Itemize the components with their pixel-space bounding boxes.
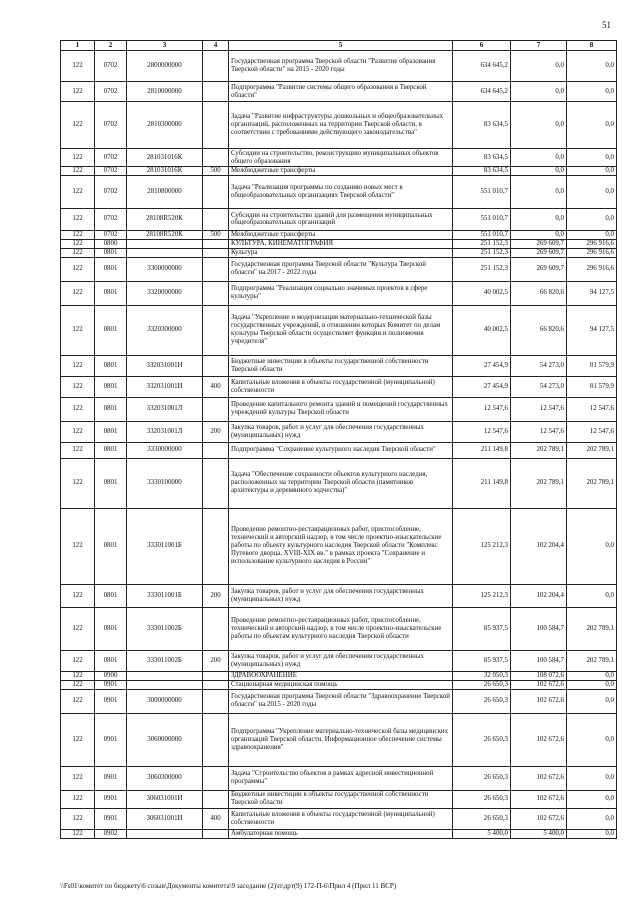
- expense-type-cell: [203, 508, 229, 584]
- section-code-cell: 0801: [95, 355, 127, 376]
- target-article-cell: 333011002Б: [127, 650, 203, 671]
- description-cell: Субсидии на строительство, реконструкцию муниципальных объектов общего образования: [229, 149, 453, 167]
- admin-code-cell: 122: [61, 397, 95, 421]
- admin-code-cell: 122: [61, 508, 95, 584]
- expense-type-cell: [203, 355, 229, 376]
- amount-1-cell: 634 645,2: [453, 82, 511, 102]
- description-cell: Капитальные вложения в объекты государственной (муниципальной) собственности: [229, 376, 453, 397]
- amount-3-cell: 81 579,9: [567, 355, 617, 376]
- target-article-cell: 281031016К: [127, 149, 203, 167]
- amount-3-cell: 0,0: [567, 689, 617, 713]
- amount-2-cell: 12 547,6: [511, 421, 567, 442]
- amount-2-cell: 12 547,6: [511, 397, 567, 421]
- expense-type-cell: [203, 82, 229, 102]
- description-cell: Закупка товаров, работ и услуг для обеспечения государственных (муниципальных) нужд: [229, 584, 453, 607]
- amount-1-cell: 5 400,0: [453, 829, 511, 838]
- section-code-cell: 0702: [95, 175, 127, 208]
- target-article-cell: 333011001Б: [127, 508, 203, 584]
- expense-type-cell: [203, 239, 229, 248]
- table-row: [61, 671, 617, 680]
- target-article-cell: 281031016К: [127, 167, 203, 176]
- target-article-cell: 3000000000: [127, 689, 203, 713]
- amount-1-cell: 211 149,8: [453, 458, 511, 508]
- amount-1-cell: 40 002,5: [453, 305, 511, 355]
- amount-2-cell: 66 820,6: [511, 305, 567, 355]
- amount-2-cell: 102 672,6: [511, 790, 567, 808]
- description-cell: Культура: [229, 248, 453, 257]
- admin-code-cell: 122: [61, 680, 95, 689]
- amount-2-cell: 0,0: [511, 175, 567, 208]
- section-code-cell: 0801: [95, 257, 127, 281]
- amount-3-cell: 296 916,6: [567, 257, 617, 281]
- amount-1-cell: 27 454,9: [453, 355, 511, 376]
- expense-type-cell: [203, 713, 229, 766]
- target-article-cell: 3320300000: [127, 305, 203, 355]
- header-cell: 6: [453, 41, 511, 51]
- amount-3-cell: 94 127,5: [567, 281, 617, 305]
- target-article-cell: 28108R520К: [127, 208, 203, 230]
- admin-code-cell: 122: [61, 829, 95, 838]
- amount-3-cell: 0,0: [567, 167, 617, 176]
- expense-type-cell: [203, 149, 229, 167]
- table-row: [61, 650, 617, 671]
- table-row: [61, 257, 617, 281]
- header-cell: 2: [95, 41, 127, 51]
- target-article-cell: 2810000000: [127, 82, 203, 102]
- section-code-cell: 0801: [95, 508, 127, 584]
- amount-1-cell: 85 937,5: [453, 650, 511, 671]
- description-cell: Задача "Строительство объектов в рамках адресной инвестиционной программы": [229, 766, 453, 790]
- table-row: [61, 376, 617, 397]
- admin-code-cell: 122: [61, 208, 95, 230]
- amount-1-cell: 251 152,3: [453, 239, 511, 248]
- description-cell: Субсидии на строительство зданий для размещения муниципальных общеобразовательных организаций: [229, 208, 453, 230]
- description-cell: Капитальные вложения в объекты государственной (муниципальной) собственности: [229, 808, 453, 829]
- admin-code-cell: 122: [61, 167, 95, 176]
- amount-3-cell: 296 916,6: [567, 248, 617, 257]
- amount-3-cell: 0,0: [567, 584, 617, 607]
- amount-3-cell: 81 579,9: [567, 376, 617, 397]
- admin-code-cell: 122: [61, 248, 95, 257]
- amount-3-cell: 0,0: [567, 508, 617, 584]
- description-cell: КУЛЬТУРА, КИНЕМАТОГРАФИЯ: [229, 239, 453, 248]
- amount-3-cell: 12 547,6: [567, 397, 617, 421]
- amount-1-cell: 551 010,7: [453, 175, 511, 208]
- description-cell: Закупка товаров, работ и услуг для обеспечения государственных (муниципальных) нужд: [229, 421, 453, 442]
- amount-1-cell: 26 650,3: [453, 766, 511, 790]
- budget-table: [60, 40, 617, 839]
- section-code-cell: 0801: [95, 584, 127, 607]
- expense-type-cell: 200: [203, 421, 229, 442]
- admin-code-cell: 122: [61, 650, 95, 671]
- expense-type-cell: [203, 305, 229, 355]
- target-article-cell: 306031001И: [127, 808, 203, 829]
- table-row: [61, 397, 617, 421]
- expense-type-cell: 200: [203, 584, 229, 607]
- description-cell: Проведение ремонтно-реставрационных работ, приспособление, технический и авторский надзор, в том числе проектно-изыскательские работы по объектам культурного наследия Тверской области: [229, 607, 453, 650]
- amount-2-cell: 202 789,1: [511, 458, 567, 508]
- section-code-cell: 0702: [95, 149, 127, 167]
- amount-1-cell: 551 010,7: [453, 208, 511, 230]
- description-cell: ЗДРАВООХРАНЕНИЕ: [229, 671, 453, 680]
- table-row: [61, 458, 617, 508]
- expense-type-cell: [203, 766, 229, 790]
- section-code-cell: 0702: [95, 208, 127, 230]
- header-cell: 3: [127, 41, 203, 51]
- amount-3-cell: 12 547,6: [567, 421, 617, 442]
- amount-3-cell: 0,0: [567, 175, 617, 208]
- table-row: [61, 790, 617, 808]
- table-row: [61, 175, 617, 208]
- admin-code-cell: 122: [61, 421, 95, 442]
- description-cell: Подпрограмма "Укрепление материально-технической базы медицинских организаций Тверской области. Информационное обеспечение системы здравоохранения": [229, 713, 453, 766]
- admin-code-cell: 122: [61, 584, 95, 607]
- section-code-cell: 0702: [95, 82, 127, 102]
- amount-3-cell: 202 789,1: [567, 442, 617, 458]
- admin-code-cell: 122: [61, 281, 95, 305]
- expense-type-cell: [203, 175, 229, 208]
- admin-code-cell: 122: [61, 607, 95, 650]
- expense-type-cell: [203, 607, 229, 650]
- target-article-cell: 332031001Л: [127, 421, 203, 442]
- amount-2-cell: 269 609,7: [511, 257, 567, 281]
- table-row: [61, 208, 617, 230]
- admin-code-cell: 122: [61, 175, 95, 208]
- amount-2-cell: 54 273,0: [511, 376, 567, 397]
- section-code-cell: 0901: [95, 680, 127, 689]
- amount-2-cell: 102 672,6: [511, 680, 567, 689]
- amount-1-cell: 634 645,2: [453, 51, 511, 82]
- amount-2-cell: 102 204,4: [511, 584, 567, 607]
- description-cell: Бюджетные инвестиции в объекты государственной собственности Тверской области: [229, 790, 453, 808]
- expense-type-cell: 500: [203, 167, 229, 176]
- admin-code-cell: 122: [61, 458, 95, 508]
- amount-1-cell: 32 050,3: [453, 671, 511, 680]
- target-article-cell: [127, 239, 203, 248]
- table-row: [61, 355, 617, 376]
- expense-type-cell: [203, 51, 229, 82]
- admin-code-cell: 122: [61, 376, 95, 397]
- amount-2-cell: 0,0: [511, 51, 567, 82]
- section-code-cell: 0901: [95, 689, 127, 713]
- amount-1-cell: 12 547,6: [453, 397, 511, 421]
- expense-type-cell: [203, 208, 229, 230]
- admin-code-cell: 122: [61, 766, 95, 790]
- expense-type-cell: [203, 281, 229, 305]
- admin-code-cell: 122: [61, 51, 95, 82]
- admin-code-cell: 122: [61, 355, 95, 376]
- header-cell: 4: [203, 41, 229, 51]
- expense-type-cell: [203, 458, 229, 508]
- section-code-cell: 0901: [95, 808, 127, 829]
- amount-3-cell: 202 789,1: [567, 650, 617, 671]
- description-cell: Бюджетные инвестиции в объекты государственной собственности Тверской области: [229, 355, 453, 376]
- table-row: [61, 82, 617, 102]
- admin-code-cell: 122: [61, 790, 95, 808]
- target-article-cell: 3330100000: [127, 458, 203, 508]
- table-row: [61, 149, 617, 167]
- header-cell: 7: [511, 41, 567, 51]
- target-article-cell: 2800000000: [127, 51, 203, 82]
- table-row: [61, 248, 617, 257]
- section-code-cell: 0702: [95, 102, 127, 149]
- amount-1-cell: 40 002,5: [453, 281, 511, 305]
- amount-3-cell: 0,0: [567, 790, 617, 808]
- expense-type-cell: 400: [203, 376, 229, 397]
- section-code-cell: 0702: [95, 51, 127, 82]
- admin-code-cell: 122: [61, 713, 95, 766]
- description-cell: Государственная программа Тверской области "Здравоохранение Тверской области" на 2015 - 2020 годы: [229, 689, 453, 713]
- header-row: [61, 41, 617, 51]
- amount-3-cell: 94 127,5: [567, 305, 617, 355]
- amount-1-cell: 85 937,5: [453, 607, 511, 650]
- description-cell: Амбулаторная помощь: [229, 829, 453, 838]
- target-article-cell: 28108R520К: [127, 230, 203, 239]
- amount-2-cell: 269 609,7: [511, 248, 567, 257]
- amount-3-cell: 0,0: [567, 51, 617, 82]
- amount-1-cell: 83 634,5: [453, 149, 511, 167]
- admin-code-cell: 122: [61, 442, 95, 458]
- admin-code-cell: 122: [61, 230, 95, 239]
- table-row: [61, 281, 617, 305]
- amount-3-cell: 202 789,1: [567, 607, 617, 650]
- admin-code-cell: 122: [61, 689, 95, 713]
- target-article-cell: [127, 248, 203, 257]
- target-article-cell: 306031001И: [127, 790, 203, 808]
- section-code-cell: 0702: [95, 167, 127, 176]
- description-cell: Проведение капитального ремонта зданий и помещений государственных учреждений культуры Тверской области: [229, 397, 453, 421]
- amount-2-cell: 0,0: [511, 82, 567, 102]
- expense-type-cell: [203, 102, 229, 149]
- amount-2-cell: 202 789,1: [511, 442, 567, 458]
- amount-2-cell: 0,0: [511, 149, 567, 167]
- section-code-cell: 0801: [95, 305, 127, 355]
- amount-2-cell: 0,0: [511, 208, 567, 230]
- target-article-cell: 332031001И: [127, 376, 203, 397]
- description-cell: Задача "Реализация программы по созданию новых мест в общеобразовательных организациях Тверской области": [229, 175, 453, 208]
- admin-code-cell: 122: [61, 257, 95, 281]
- amount-2-cell: 5 400,0: [511, 829, 567, 838]
- target-article-cell: 3330000000: [127, 442, 203, 458]
- amount-2-cell: 100 584,7: [511, 650, 567, 671]
- section-code-cell: 0801: [95, 442, 127, 458]
- amount-2-cell: 102 672,6: [511, 808, 567, 829]
- amount-2-cell: 108 072,6: [511, 671, 567, 680]
- header-cell: 1: [61, 41, 95, 51]
- table-row: [61, 689, 617, 713]
- section-code-cell: 0900: [95, 671, 127, 680]
- target-article-cell: 3300000000: [127, 257, 203, 281]
- description-cell: Стационарная медицинская помощь: [229, 680, 453, 689]
- description-cell: Задача "Развитие инфраструктуры дошкольных и общеобразовательных организаций, расположенных на территории Тверской области, в соответствии с требованиями действующего законодательства": [229, 102, 453, 149]
- target-article-cell: [127, 829, 203, 838]
- expense-type-cell: [203, 680, 229, 689]
- header-cell: 8: [567, 41, 617, 51]
- section-code-cell: 0901: [95, 713, 127, 766]
- table-row: [61, 230, 617, 239]
- amount-3-cell: 0,0: [567, 208, 617, 230]
- section-code-cell: 0801: [95, 650, 127, 671]
- description-cell: Задача "Обеспечение сохранности объектов культурного наследия, расположенных на территории Тверской области (памятников архитектуры и деревянного зодчества)": [229, 458, 453, 508]
- section-code-cell: 0902: [95, 829, 127, 838]
- table-row: [61, 829, 617, 838]
- section-code-cell: 0702: [95, 230, 127, 239]
- amount-2-cell: 66 820,6: [511, 281, 567, 305]
- target-article-cell: 332031001И: [127, 355, 203, 376]
- amount-2-cell: 0,0: [511, 102, 567, 149]
- expense-type-cell: [203, 829, 229, 838]
- amount-2-cell: 102 204,4: [511, 508, 567, 584]
- description-cell: Подпрограмма "Развитие системы общего образования в Тверской области": [229, 82, 453, 102]
- target-article-cell: 333011001Б: [127, 584, 203, 607]
- amount-2-cell: 102 672,6: [511, 689, 567, 713]
- amount-3-cell: 0,0: [567, 766, 617, 790]
- description-cell: Подпрограмма "Сохранение культурного наследия Тверской области": [229, 442, 453, 458]
- section-code-cell: 0901: [95, 790, 127, 808]
- amount-1-cell: 251 152,3: [453, 257, 511, 281]
- amount-2-cell: 0,0: [511, 230, 567, 239]
- description-cell: Проведение ремонтно-реставрационных работ, приспособление, технический и авторский надзор, в том числе проектно-изыскательские работы по объекту культурного наследия Тверской области "Комплекс Путевого дворца, XVIII-XIX вв." в рамках проекта "Сохранение и использование культурного наследия в России": [229, 508, 453, 584]
- amount-2-cell: 0,0: [511, 167, 567, 176]
- table-row: [61, 51, 617, 82]
- expense-type-cell: 500: [203, 230, 229, 239]
- amount-3-cell: 0,0: [567, 82, 617, 102]
- section-code-cell: 0800: [95, 239, 127, 248]
- table-row: [61, 442, 617, 458]
- amount-1-cell: 26 650,3: [453, 689, 511, 713]
- table-row: [61, 584, 617, 607]
- table-row: [61, 305, 617, 355]
- table-row: [61, 808, 617, 829]
- table-row: [61, 607, 617, 650]
- section-code-cell: 0801: [95, 458, 127, 508]
- target-article-cell: 3060000000: [127, 713, 203, 766]
- target-article-cell: 3320000000: [127, 281, 203, 305]
- amount-1-cell: 551 010,7: [453, 230, 511, 239]
- target-article-cell: [127, 680, 203, 689]
- header-cell: 5: [229, 41, 453, 51]
- admin-code-cell: 122: [61, 671, 95, 680]
- amount-3-cell: 0,0: [567, 671, 617, 680]
- amount-3-cell: 202 789,1: [567, 458, 617, 508]
- target-article-cell: 333011002Б: [127, 607, 203, 650]
- table-row: [61, 239, 617, 248]
- admin-code-cell: 122: [61, 82, 95, 102]
- section-code-cell: 0801: [95, 421, 127, 442]
- section-code-cell: 0801: [95, 397, 127, 421]
- target-article-cell: 332031001Л: [127, 397, 203, 421]
- amount-1-cell: 26 650,3: [453, 790, 511, 808]
- table-row: [61, 102, 617, 149]
- section-code-cell: 0801: [95, 376, 127, 397]
- admin-code-cell: 122: [61, 305, 95, 355]
- amount-2-cell: 269 609,7: [511, 239, 567, 248]
- amount-2-cell: 54 273,0: [511, 355, 567, 376]
- page-number: 51: [602, 20, 611, 30]
- description-cell: Межбюджетные трансферты: [229, 167, 453, 176]
- footer-file-path: \\Fs01\комитет по бюджету\6 созыв\Документы комитета\9 заседание (2)\п\дрт(9) 172-П-6\Прил 4 (Прил 11 ВСР): [60, 882, 397, 890]
- description-cell: Государственная программа Тверской области "Культура Тверской области" на 2017 - 2022 годы: [229, 257, 453, 281]
- description-cell: Государственная программа Тверской области "Развитие образования Тверской области" на 2015 - 2020 годы: [229, 51, 453, 82]
- table-row: [61, 508, 617, 584]
- amount-3-cell: 0,0: [567, 149, 617, 167]
- amount-1-cell: 26 650,3: [453, 713, 511, 766]
- amount-1-cell: 27 454,9: [453, 376, 511, 397]
- amount-1-cell: 251 152,3: [453, 248, 511, 257]
- section-code-cell: 0801: [95, 281, 127, 305]
- description-cell: Задача "Укрепление и модернизация материально-технической базы государственных учреждений, в отношении которых Комитет по делам культуры Тверской области осуществляет функции и полномочия учредителя": [229, 305, 453, 355]
- table-row: [61, 167, 617, 176]
- admin-code-cell: 122: [61, 808, 95, 829]
- amount-1-cell: 211 149,8: [453, 442, 511, 458]
- expense-type-cell: 400: [203, 808, 229, 829]
- description-cell: Закупка товаров, работ и услуг для обеспечения государственных (муниципальных) нужд: [229, 650, 453, 671]
- amount-3-cell: 0,0: [567, 808, 617, 829]
- admin-code-cell: 122: [61, 239, 95, 248]
- amount-3-cell: 0,0: [567, 230, 617, 239]
- amount-3-cell: 0,0: [567, 713, 617, 766]
- expense-type-cell: [203, 442, 229, 458]
- expense-type-cell: [203, 248, 229, 257]
- target-article-cell: 2810800000: [127, 175, 203, 208]
- amount-1-cell: 26 650,3: [453, 680, 511, 689]
- admin-code-cell: 122: [61, 149, 95, 167]
- amount-1-cell: 83 634,5: [453, 167, 511, 176]
- table-row: [61, 766, 617, 790]
- amount-2-cell: 102 672,6: [511, 766, 567, 790]
- table-row: [61, 713, 617, 766]
- expense-type-cell: 200: [203, 650, 229, 671]
- amount-1-cell: 125 212,3: [453, 584, 511, 607]
- section-code-cell: 0801: [95, 607, 127, 650]
- description-cell: Подпрограмма "Реализация социально значимых проектов в сфере культуры": [229, 281, 453, 305]
- amount-3-cell: 296 916,6: [567, 239, 617, 248]
- expense-type-cell: [203, 790, 229, 808]
- description-cell: Межбюджетные трансферты: [229, 230, 453, 239]
- amount-2-cell: 100 584,7: [511, 607, 567, 650]
- amount-2-cell: 102 672,6: [511, 713, 567, 766]
- target-article-cell: [127, 671, 203, 680]
- amount-3-cell: 0,0: [567, 829, 617, 838]
- target-article-cell: 3060300000: [127, 766, 203, 790]
- amount-3-cell: 0,0: [567, 680, 617, 689]
- amount-1-cell: 26 650,3: [453, 808, 511, 829]
- amount-1-cell: 125 212,3: [453, 508, 511, 584]
- table-row: [61, 680, 617, 689]
- expense-type-cell: [203, 257, 229, 281]
- expense-type-cell: [203, 671, 229, 680]
- section-code-cell: 0801: [95, 248, 127, 257]
- expense-type-cell: [203, 689, 229, 713]
- expense-type-cell: [203, 397, 229, 421]
- section-code-cell: 0901: [95, 766, 127, 790]
- target-article-cell: 2810300000: [127, 102, 203, 149]
- table-row: [61, 421, 617, 442]
- admin-code-cell: 122: [61, 102, 95, 149]
- amount-1-cell: 12 547,6: [453, 421, 511, 442]
- amount-3-cell: 0,0: [567, 102, 617, 149]
- amount-1-cell: 83 634,5: [453, 102, 511, 149]
